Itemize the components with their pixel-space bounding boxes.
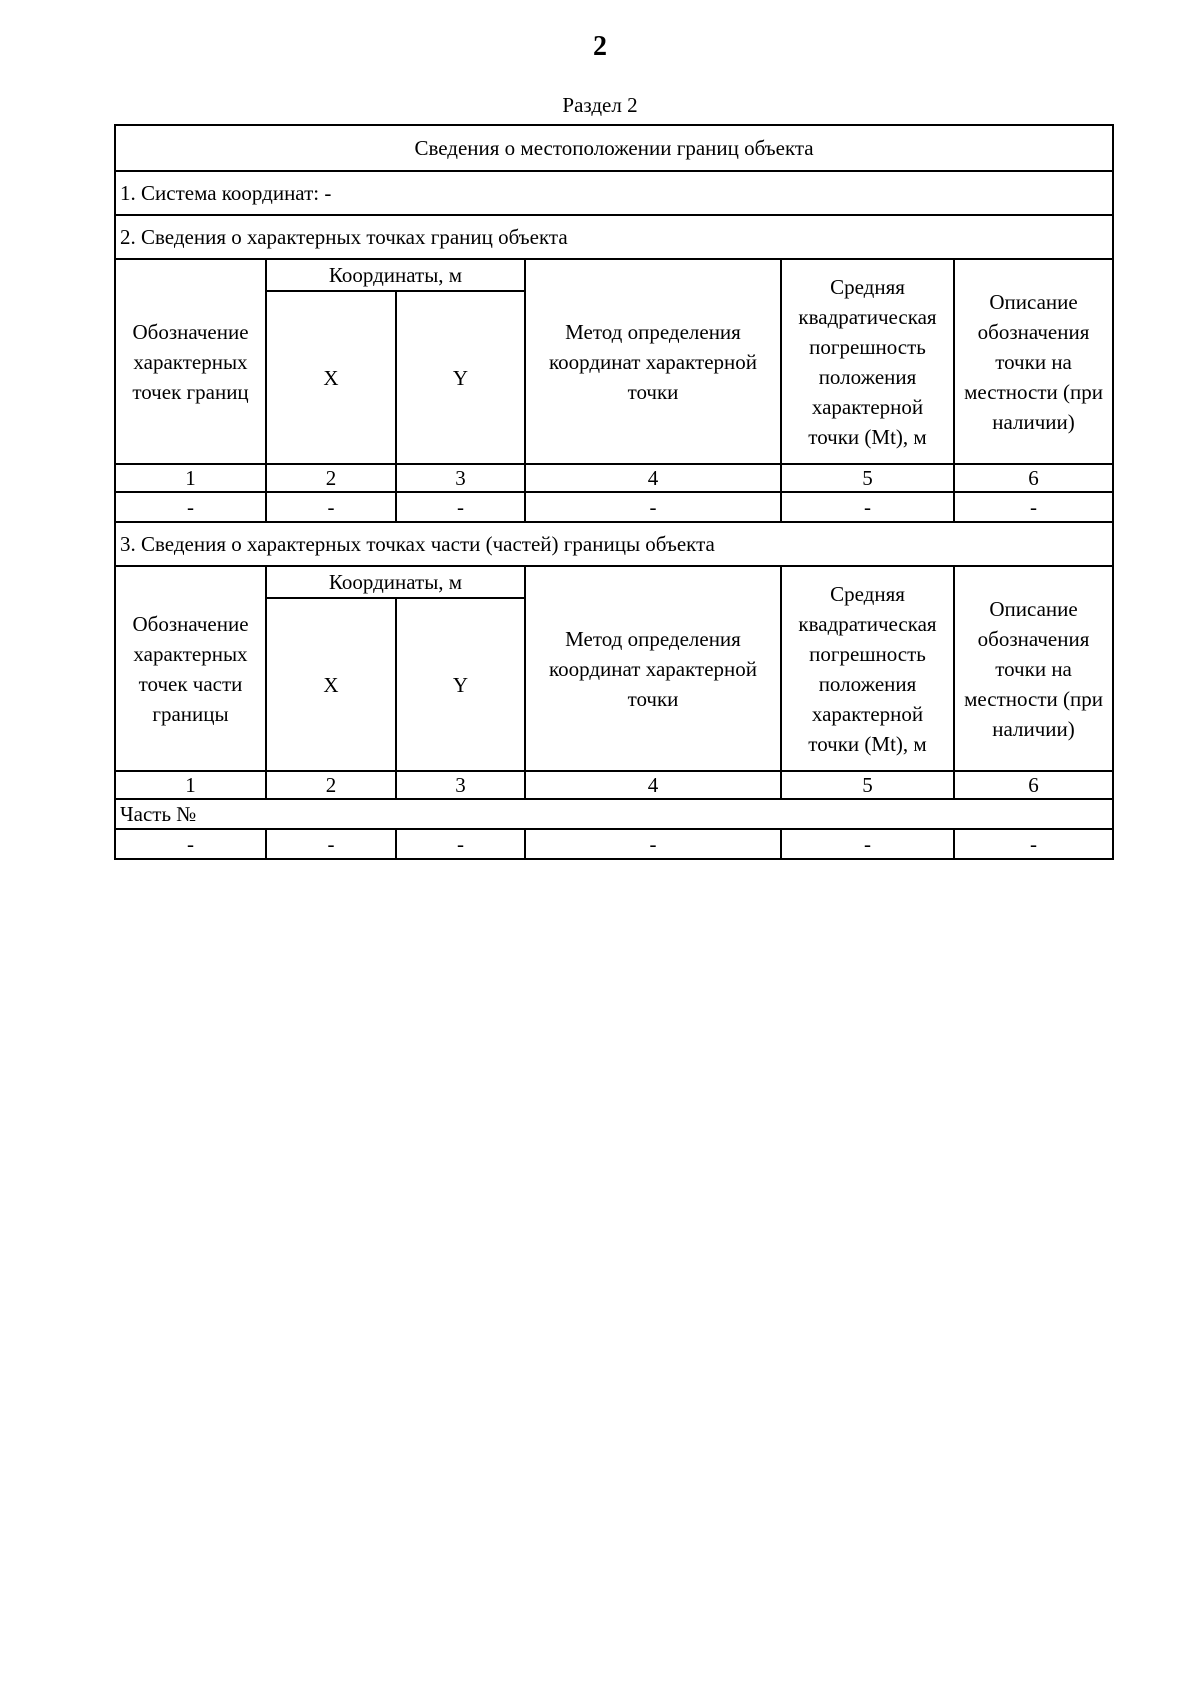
block1-col-method: Метод определения координат характерной точки: [525, 259, 781, 464]
table-row: [115, 829, 1113, 859]
block1-number-row: [115, 464, 1113, 492]
coordinate-system: 1. Система координат: -: [115, 171, 1113, 215]
column-number: 2: [266, 464, 396, 492]
table-cell: -: [954, 829, 1113, 859]
coordinate-system-row: [115, 171, 1113, 215]
block2-col-error: Средняя квадратическая погрешность положения характерной точки (Mt), м: [781, 566, 954, 771]
block2-header-row: [115, 566, 1113, 598]
column-number: 6: [954, 771, 1113, 799]
column-number: 5: [781, 464, 954, 492]
column-number: 2: [266, 771, 396, 799]
block2-heading: 3. Сведения о характерных точках части (частей) границы объекта: [115, 522, 1113, 566]
block1-col-y: Y: [396, 291, 525, 464]
boundary-table: [114, 124, 1114, 860]
block2-number-row: [115, 771, 1113, 799]
column-number: 3: [396, 464, 525, 492]
part-number-row: [115, 799, 1113, 829]
block1-col-designation: Обозначение характерных точек границ: [115, 259, 266, 464]
section-caption: Раздел 2: [562, 93, 638, 117]
column-number: 4: [525, 771, 781, 799]
table-cell: -: [266, 492, 396, 522]
table-cell: -: [266, 829, 396, 859]
column-number: 4: [525, 464, 781, 492]
block1-col-coordinates: Координаты, м: [266, 259, 525, 291]
block2-col-coordinates: Координаты, м: [266, 566, 525, 598]
table-cell: -: [396, 492, 525, 522]
table-cell: -: [954, 492, 1113, 522]
block1-heading-row: [115, 215, 1113, 259]
table-title-row: [115, 125, 1113, 171]
block1-header-row: [115, 259, 1113, 291]
part-number-label: Часть №: [115, 799, 1113, 829]
block2-col-y: Y: [396, 598, 525, 771]
table-cell: -: [115, 492, 266, 522]
column-number: 5: [781, 771, 954, 799]
column-number: 3: [396, 771, 525, 799]
block2-col-description: Описание обозначения точки на местности (при наличии): [954, 566, 1113, 771]
table-cell: -: [781, 829, 954, 859]
table-cell: -: [115, 829, 266, 859]
block2-col-designation: Обозначение характерных точек части границы: [115, 566, 266, 771]
page-number: 2: [593, 31, 607, 62]
table-cell: -: [781, 492, 954, 522]
block1-col-description: Описание обозначения точки на местности (при наличии): [954, 259, 1113, 464]
column-number: 6: [954, 464, 1113, 492]
table-row: [115, 492, 1113, 522]
block2-col-x: X: [266, 598, 396, 771]
table-cell: -: [525, 829, 781, 859]
block1-col-error: Средняя квадратическая погрешность положения характерной точки (Mt), м: [781, 259, 954, 464]
block1-col-x: X: [266, 291, 396, 464]
block2-heading-row: [115, 522, 1113, 566]
table-cell: -: [525, 492, 781, 522]
block1-heading: 2. Сведения о характерных точках границ объекта: [115, 215, 1113, 259]
column-number: 1: [115, 771, 266, 799]
block2-col-method: Метод определения координат характерной точки: [525, 566, 781, 771]
table-title: Сведения о местоположении границ объекта: [115, 125, 1113, 171]
table-cell: -: [396, 829, 525, 859]
column-number: 1: [115, 464, 266, 492]
